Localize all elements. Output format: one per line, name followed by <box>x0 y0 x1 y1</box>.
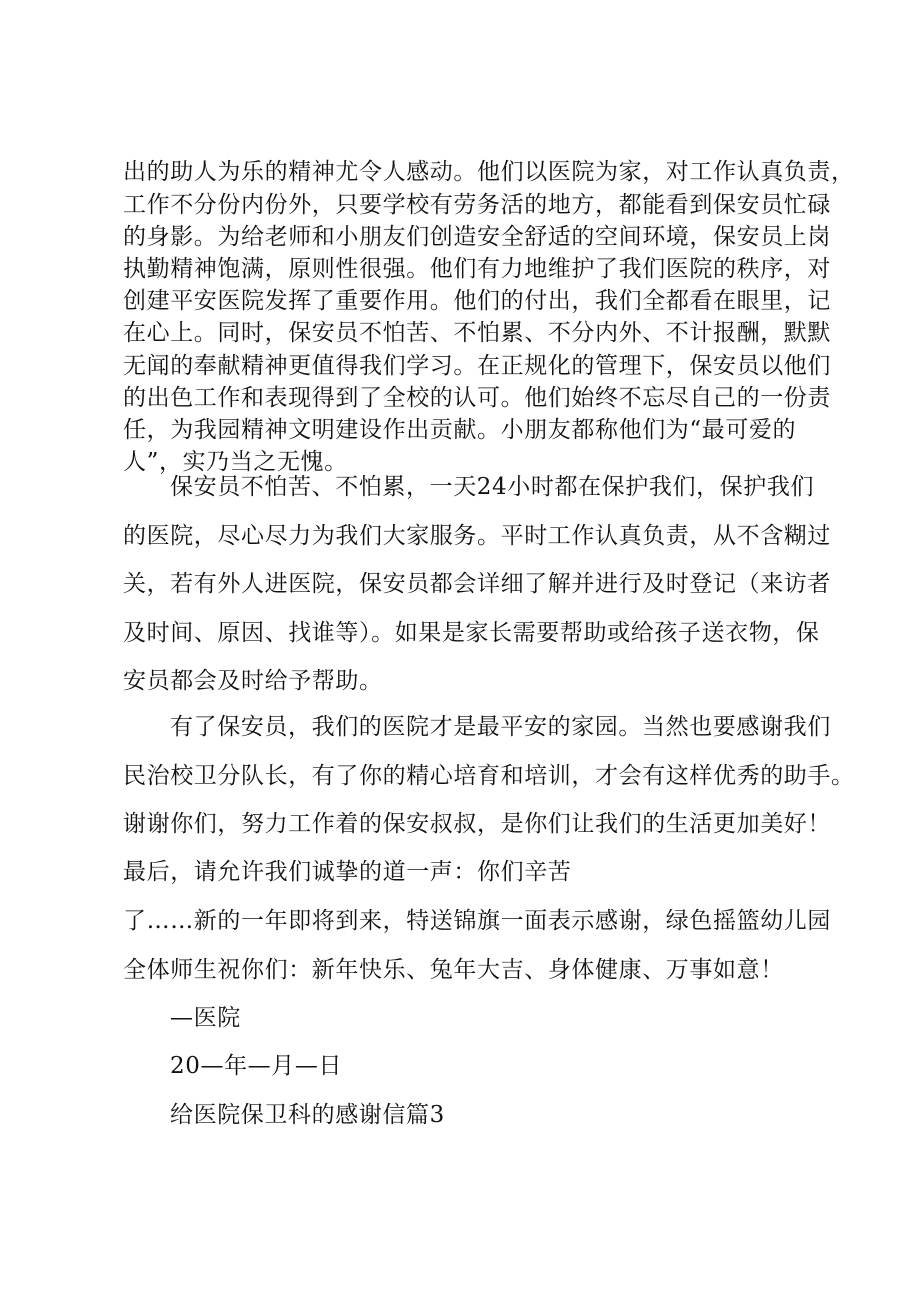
paragraph-2-line: 关，若有外人进医院，保安员都会详细了解并进行及时登记（来访者 <box>123 571 831 597</box>
paragraph-1-line: 任，为我园精神文明建设作出贡献。小朋友都称他们为“最可爱的 <box>123 417 797 443</box>
paragraph-3-line: 有了保安员，我们的医院才是最平安的家园。当然也要感谢我们 <box>170 714 831 740</box>
paragraph-1-line: 的出色工作和表现得到了全校的认可。他们始终不忘尽自己的一份责 <box>123 385 831 411</box>
paragraph-2-line: 安员都会及时给予帮助。 <box>123 668 383 694</box>
paragraph-1-line: 工作不分份内份外，只要学校有劳务活的地方，都能看到保安员忙碌 <box>123 192 831 218</box>
paragraph-2-line: 的医院，尽心尽力为我们大家服务。平时工作认真负责，从不含糊过 <box>123 523 831 549</box>
paragraph-1-line: 出的助人为乐的精神尤令人感动。他们以医院为家，对工作认真负责， <box>123 159 855 185</box>
paragraph-3-line: 民治校卫分队长，有了你的精心培育和培训，才会有这样优秀的助手。 <box>123 763 855 789</box>
signature: —医院 <box>170 1005 241 1031</box>
paragraph-3-line: 最后，请允许我们诚挚的道一声：你们辛苦 <box>123 859 572 885</box>
paragraph-1-line: 创建平安医院发挥了重要作用。他们的付出，我们全都看在眼里，记 <box>123 288 831 314</box>
paragraph-1-line: 无闻的奉献精神更值得我们学习。在正规化的管理下，保安员以他们 <box>123 353 831 379</box>
date: 20—年—月—日 <box>170 1053 343 1079</box>
paragraph-1-line: 的身影。为给老师和小朋友们创造安全舒适的空间环境，保安员上岗 <box>123 224 831 250</box>
paragraph-1-line: 执勤精神饱满，原则性很强。他们有力地维护了我们医院的秩序，对 <box>123 256 831 282</box>
paragraph-3-line: 了……新的一年即将到来，特送锦旗一面表示感谢，绿色摇篮幼儿园 <box>123 908 831 934</box>
section-title: 给医院保卫科的感谢信篇3 <box>170 1102 445 1128</box>
paragraph-3-line: 谢谢你们，努力工作着的保安叔叔，是你们让我们的生活更加美好！ <box>123 811 831 837</box>
paragraph-1-line: 在心上。同时，保安员不怕苦、不怕累、不分内外、不计报酬，默默 <box>123 320 831 346</box>
paragraph-3-line: 全体师生祝你们：新年快乐、兔年大吉、身体健康、万事如意！ <box>123 957 784 983</box>
paragraph-1-line: 人”，实乃当之无愧。 <box>123 449 348 475</box>
paragraph-2-line: 保安员不怕苦、不怕累，一天24小时都在保护我们，保护我们 <box>170 474 815 500</box>
paragraph-2-line: 及时间、原因、找谁等）。如果是家长需要帮助或给孩子送衣物，保 <box>123 620 820 646</box>
